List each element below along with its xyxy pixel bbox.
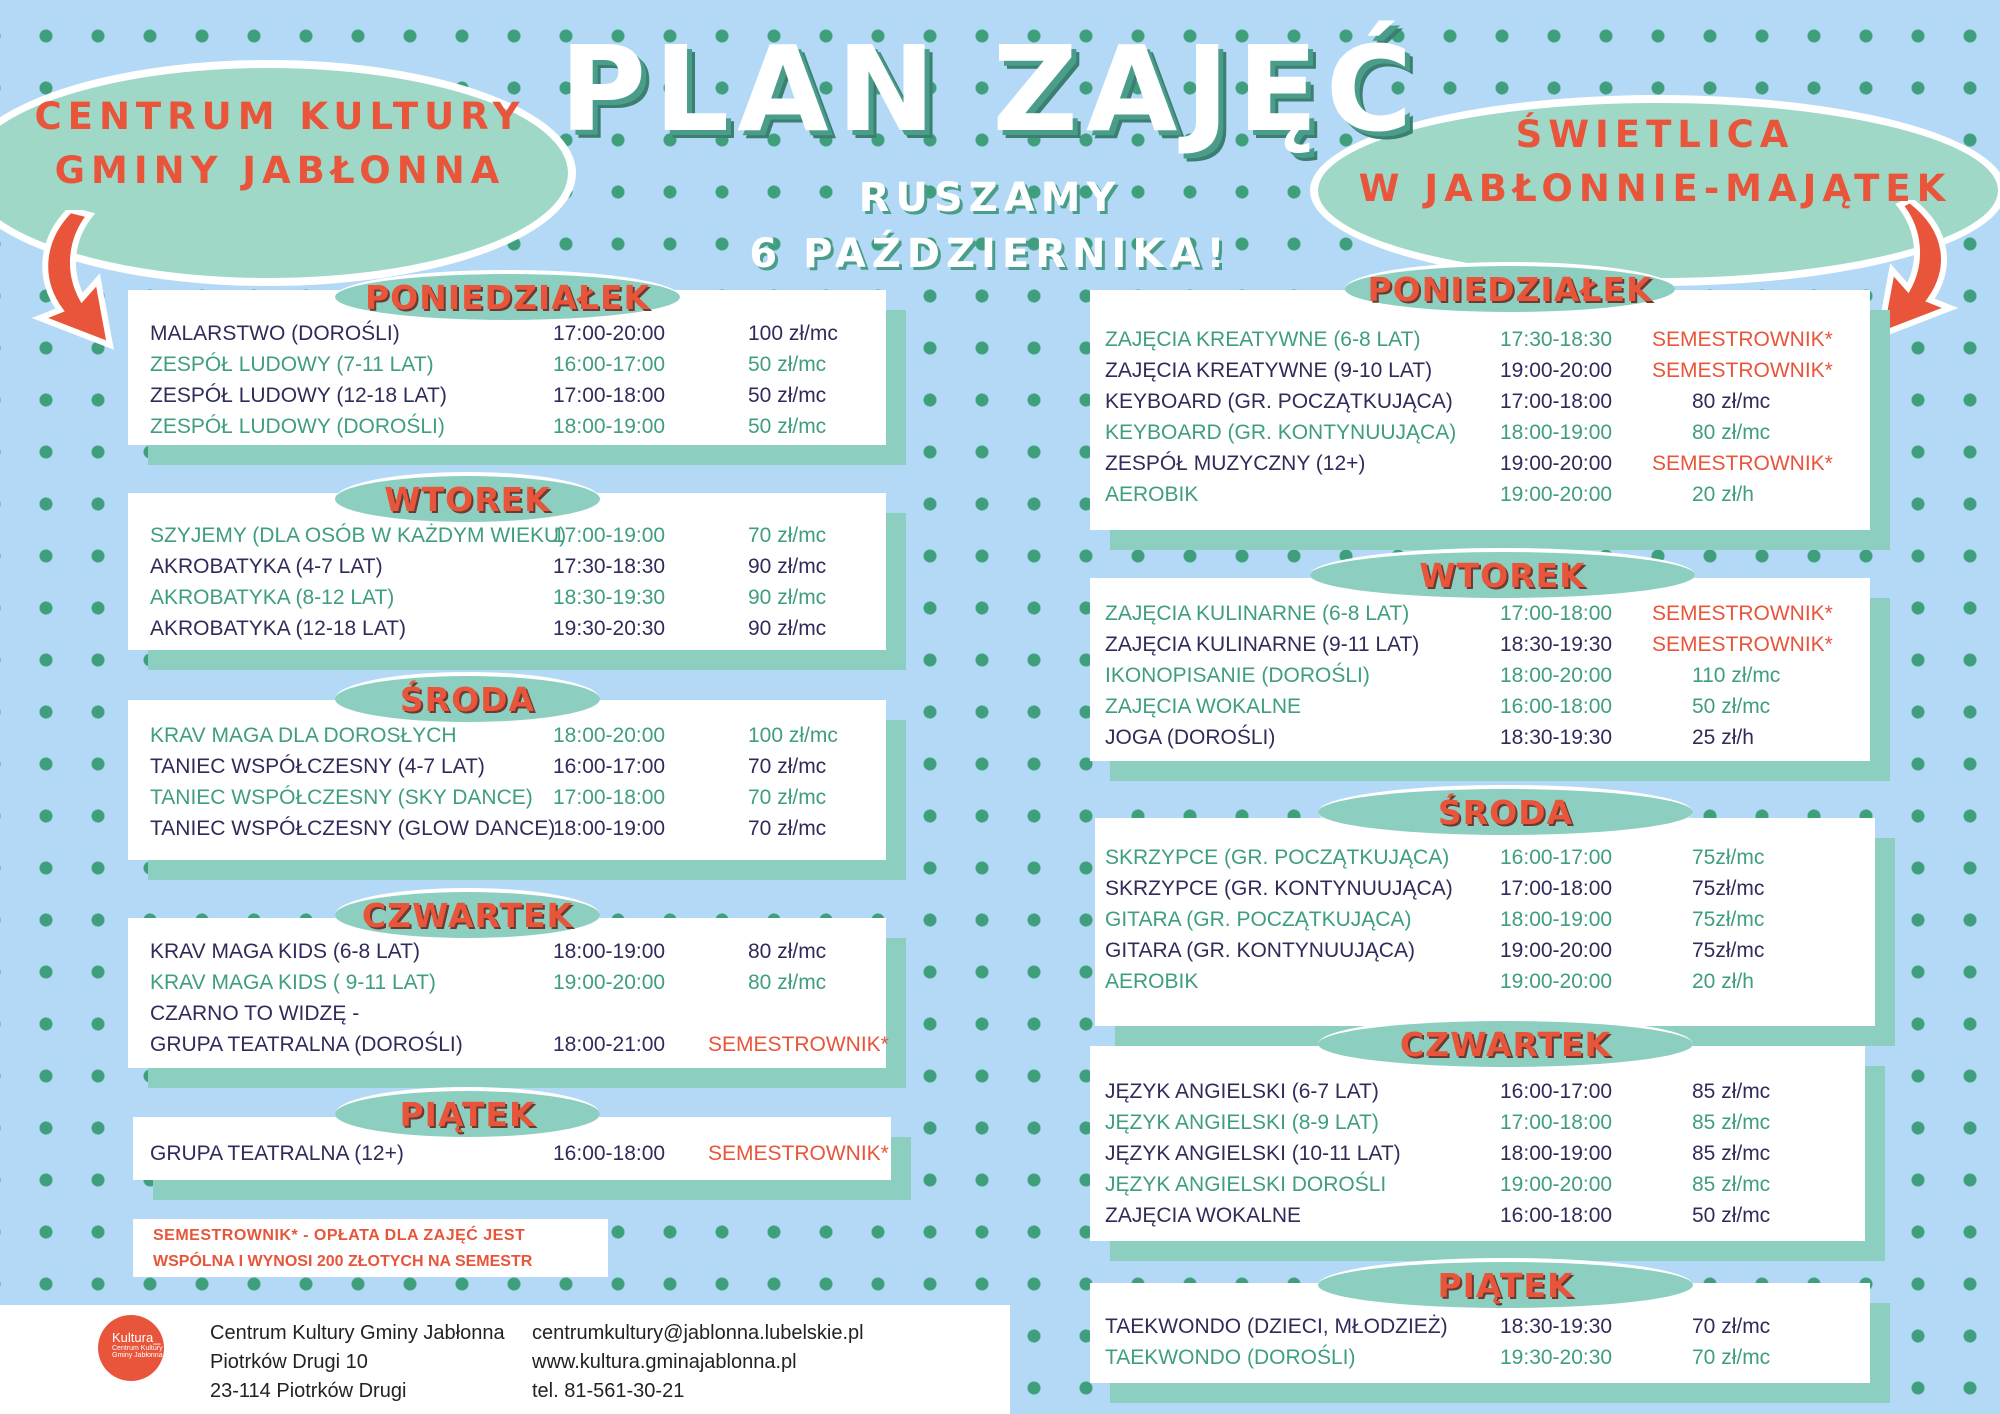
row-time: 17:00-18:00 bbox=[553, 786, 666, 809]
row-name: AKROBATYKA (8-12 LAT) bbox=[150, 586, 395, 609]
row-price: 90 zł/mc bbox=[748, 555, 827, 578]
logo-main: Kultura_ bbox=[112, 1330, 161, 1345]
row-price: 50 zł/mc bbox=[1692, 695, 1771, 718]
row-time: 18:30-19:30 bbox=[553, 586, 666, 609]
row-time: 18:00-19:00 bbox=[553, 415, 666, 438]
row-price: 85 zł/mc bbox=[1692, 1173, 1771, 1196]
row-name: SKRZYPCE (GR. POCZĄTKUJĄCA) bbox=[1105, 846, 1450, 869]
row-price: 90 zł/mc bbox=[748, 586, 827, 609]
row-name: TANIEC WSPÓŁCZESNY (4-7 LAT) bbox=[150, 755, 485, 778]
row-name: SKRZYPCE (GR. KONTYNUUJĄCA) bbox=[1105, 877, 1453, 900]
row-time: 18:00-19:00 bbox=[1500, 908, 1613, 931]
row-time: 18:00-19:00 bbox=[1500, 421, 1613, 444]
row-price: 70 zł/mc bbox=[1692, 1315, 1771, 1338]
row-price: 110 zł/mc bbox=[1692, 664, 1781, 687]
row-time: 19:00-20:00 bbox=[1500, 483, 1613, 506]
row-time: 16:00-17:00 bbox=[1500, 846, 1613, 869]
left-piatek-header: PIĄTEK bbox=[335, 1087, 600, 1141]
row-name: TANIEC WSPÓŁCZESNY (SKY DANCE) bbox=[150, 786, 533, 809]
row-price: SEMESTROWNIK* bbox=[1652, 452, 1833, 475]
row-time: 17:00-18:00 bbox=[1500, 602, 1613, 625]
subtitle bbox=[700, 170, 1280, 282]
row-name: GRUPA TEATRALNA (DOROŚLI) bbox=[150, 1033, 463, 1056]
left-org-line-1: CENTRUM KULTURY bbox=[34, 95, 526, 138]
row-price: 70 zł/mc bbox=[748, 786, 827, 809]
left-org-line-2: GMINY JABŁONNA bbox=[54, 148, 506, 192]
row-price: 70 zł/mc bbox=[748, 817, 827, 840]
row-price: 85 zł/mc bbox=[1692, 1111, 1771, 1134]
row-time: 17:00-20:00 bbox=[553, 322, 666, 345]
row-price: 85 zł/mc bbox=[1692, 1142, 1771, 1165]
row-name: IKONOPISANIE (DOROŚLI) bbox=[1105, 664, 1370, 687]
footer-tel: tel. 81-561-30-21 bbox=[532, 1380, 685, 1402]
row-name: MALARSTWO (DOROŚLI) bbox=[150, 322, 400, 345]
row-time: 19:00-20:00 bbox=[553, 971, 666, 994]
row-time: 18:00-21:00 bbox=[553, 1033, 666, 1056]
row-name: ZESPÓŁ LUDOWY (12-18 LAT) bbox=[150, 384, 447, 407]
page-title: PLAN ZAJĘĆ bbox=[559, 20, 1421, 158]
row-name: JĘZYK ANGIELSKI (8-9 LAT) bbox=[1105, 1111, 1379, 1134]
right-czwartek-header: CZWARTEK bbox=[1318, 1017, 1693, 1071]
row-name: AEROBIK bbox=[1105, 970, 1199, 993]
row-price: 100 zł/mc bbox=[748, 322, 838, 345]
row-price: 50 zł/mc bbox=[1692, 1204, 1771, 1227]
row-name: JĘZYK ANGIELSKI (6-7 LAT) bbox=[1105, 1080, 1379, 1103]
left-poniedzialek-header: PONIEDZIAŁEK bbox=[335, 270, 680, 324]
row-price: 50 zł/mc bbox=[748, 353, 827, 376]
row-time: 19:30-20:30 bbox=[1500, 1346, 1613, 1369]
row-price: 75zł/mc bbox=[1692, 939, 1765, 962]
right-wtorek-header: WTOREK bbox=[1310, 548, 1695, 602]
row-price: 75zł/mc bbox=[1692, 846, 1765, 869]
row-price: 70 zł/mc bbox=[748, 524, 827, 547]
subtitle-line-2: 6 PAŹDZIERNIKA! bbox=[749, 231, 1231, 277]
row-time: 18:30-19:30 bbox=[1500, 1315, 1613, 1338]
row-price: 85 zł/mc bbox=[1692, 1080, 1771, 1103]
row-name: ZAJĘCIA WOKALNE bbox=[1105, 1204, 1302, 1227]
row-name: AKROBATYKA (4-7 LAT) bbox=[150, 555, 383, 578]
row-name: JĘZYK ANGIELSKI DOROŚLI bbox=[1105, 1173, 1387, 1196]
left-wtorek-header: WTOREK bbox=[335, 472, 600, 526]
note-line-2: WSPÓLNA I WYNOSI 200 ZŁOTYCH NA SEMESTR bbox=[153, 1253, 533, 1270]
row-time: 17:00-18:00 bbox=[1500, 1111, 1613, 1134]
row-name: ZAJĘCIA KULINARNE (9-11 LAT) bbox=[1105, 633, 1420, 656]
row-price: SEMESTROWNIK* bbox=[708, 1033, 889, 1056]
row-time: 17:30-18:30 bbox=[1500, 328, 1613, 351]
right-sroda-header: ŚRODA bbox=[1318, 785, 1693, 839]
row-name: KRAV MAGA KIDS (6-8 LAT) bbox=[150, 940, 420, 963]
row-name: ZESPÓŁ LUDOWY (7-11 LAT) bbox=[150, 353, 434, 376]
row-time: 16:00-17:00 bbox=[553, 755, 666, 778]
row-price: SEMESTROWNIK* bbox=[1652, 328, 1833, 351]
row-name: KRAV MAGA KIDS ( 9-11 LAT) bbox=[150, 971, 436, 994]
row-time: 18:30-19:30 bbox=[1500, 726, 1613, 749]
row-price: SEMESTROWNIK* bbox=[1652, 359, 1833, 382]
left-org-name bbox=[20, 90, 540, 197]
row-name: JĘZYK ANGIELSKI (10-11 LAT) bbox=[1105, 1142, 1401, 1165]
footer-city: 23-114 Piotrków Drugi bbox=[210, 1380, 407, 1402]
note-line-1: SEMESTROWNIK* - OPŁATA DLA ZAJĘĆ JEST bbox=[153, 1227, 526, 1244]
row-price: 80 zł/mc bbox=[1692, 390, 1771, 413]
row-price: 70 zł/mc bbox=[748, 755, 827, 778]
row-time: 19:00-20:00 bbox=[1500, 939, 1613, 962]
row-name: ZESPÓŁ MUZYCZNY (12+) bbox=[1105, 452, 1366, 475]
row-time: 16:00-17:00 bbox=[553, 353, 666, 376]
row-time: 17:00-18:00 bbox=[1500, 877, 1613, 900]
left-sroda-header: ŚRODA bbox=[335, 672, 600, 726]
row-time: 18:00-20:00 bbox=[1500, 664, 1613, 687]
left-czwartek-header: CZWARTEK bbox=[335, 888, 600, 942]
row-time: 19:00-20:00 bbox=[1500, 970, 1613, 993]
row-price: 80 zł/mc bbox=[748, 940, 827, 963]
row-price: SEMESTROWNIK* bbox=[708, 1142, 889, 1165]
right-poniedzialek-header: PONIEDZIAŁEK bbox=[1345, 262, 1675, 316]
row-time: 17:30-18:30 bbox=[553, 555, 666, 578]
footer-web[interactable]: www.kultura.gminajablonna.pl bbox=[532, 1351, 797, 1373]
row-name: AKROBATYKA (12-18 LAT) bbox=[150, 617, 406, 640]
row-time: 16:00-18:00 bbox=[553, 1142, 666, 1165]
row-time: 16:00-18:00 bbox=[1500, 695, 1613, 718]
right-piatek-header: PIĄTEK bbox=[1318, 1258, 1693, 1312]
row-name: ZESPÓŁ LUDOWY (DOROŚLI) bbox=[150, 415, 445, 438]
row-name: ZAJĘCIA KREATYWNE (9-10 LAT) bbox=[1105, 359, 1433, 382]
row-price: 80 zł/mc bbox=[1692, 421, 1771, 444]
row-time: 18:30-19:30 bbox=[1500, 633, 1613, 656]
right-org-line-1: ŚWIETLICA bbox=[1515, 113, 1795, 156]
row-time: 19:30-20:30 bbox=[553, 617, 666, 640]
row-time: 19:00-20:00 bbox=[1500, 359, 1613, 382]
row-price: 70 zł/mc bbox=[1692, 1346, 1771, 1369]
row-price: 100 zł/mc bbox=[748, 724, 838, 747]
row-time: 19:00-20:00 bbox=[1500, 452, 1613, 475]
row-time: 18:00-19:00 bbox=[1500, 1142, 1613, 1165]
row-name: ZAJĘCIA KULINARNE (6-8 LAT) bbox=[1105, 602, 1410, 625]
row-time: 17:00-18:00 bbox=[553, 384, 666, 407]
row-name: JOGA (DOROŚLI) bbox=[1105, 726, 1276, 749]
row-time: 18:00-19:00 bbox=[553, 817, 666, 840]
footer-contact bbox=[532, 1319, 864, 1406]
row-name: GRUPA TEATRALNA (12+) bbox=[150, 1142, 404, 1165]
kultura-logo bbox=[98, 1315, 164, 1381]
semestrownik-note bbox=[133, 1219, 608, 1277]
row-name: TANIEC WSPÓŁCZESNY (GLOW DANCE) bbox=[150, 817, 556, 840]
row-price: 50 zł/mc bbox=[748, 415, 827, 438]
footer-name: Centrum Kultury Gminy Jabłonna bbox=[210, 1322, 505, 1344]
row-name: ZAJĘCIA WOKALNE bbox=[1105, 695, 1302, 718]
row-time: 19:00-20:00 bbox=[1500, 1173, 1613, 1196]
logo-sub-2: Gminy Jabłonna bbox=[112, 1351, 163, 1359]
row-price: 20 zł/h bbox=[1692, 970, 1754, 993]
footer-address bbox=[210, 1319, 505, 1406]
footer-email[interactable]: centrumkultury@jablonna.lubelskie.pl bbox=[532, 1322, 864, 1344]
row-name: KEYBOARD (GR. POCZĄTKUJĄCA) bbox=[1105, 390, 1453, 413]
row-name: KEYBOARD (GR. KONTYNUUJĄCA) bbox=[1105, 421, 1457, 444]
left-arrow-icon bbox=[10, 210, 120, 350]
right-org-name bbox=[1335, 108, 1975, 215]
row-price: 90 zł/mc bbox=[748, 617, 827, 640]
row-time: 16:00-17:00 bbox=[1500, 1080, 1613, 1103]
row-time: 17:00-19:00 bbox=[553, 524, 666, 547]
row-price: 80 zł/mc bbox=[748, 971, 827, 994]
row-time: 17:00-18:00 bbox=[1500, 390, 1613, 413]
row-name: CZARNO TO WIDZĘ - bbox=[150, 1002, 360, 1025]
row-price: SEMESTROWNIK* bbox=[1652, 602, 1833, 625]
row-price: SEMESTROWNIK* bbox=[1652, 633, 1833, 656]
row-name: GITARA (GR. KONTYNUUJĄCA) bbox=[1105, 939, 1415, 962]
logo-sub-1: Centrum Kultury bbox=[112, 1344, 163, 1352]
row-price: 20 zł/h bbox=[1692, 483, 1754, 506]
row-time: 18:00-19:00 bbox=[553, 940, 666, 963]
row-name: SZYJEMY (DLA OSÓB W KAŻDYM WIEKU) bbox=[150, 524, 567, 547]
right-org-line-2: W JABŁONNIE-MAJĄTEK bbox=[1358, 166, 1952, 210]
row-price: 25 zł/h bbox=[1692, 726, 1754, 749]
row-price: 75zł/mc bbox=[1692, 877, 1765, 900]
subtitle-line-1: RUSZAMY bbox=[858, 175, 1122, 221]
row-name: AEROBIK bbox=[1105, 483, 1199, 506]
row-name: ZAJĘCIA KREATYWNE (6-8 LAT) bbox=[1105, 328, 1421, 351]
row-name: TAEKWONDO (DZIECI, MŁODZIEŻ) bbox=[1105, 1315, 1448, 1338]
row-time: 18:00-20:00 bbox=[553, 724, 666, 747]
row-time: 16:00-18:00 bbox=[1500, 1204, 1613, 1227]
row-name: KRAV MAGA DLA DOROSŁYCH bbox=[150, 724, 457, 747]
row-name: GITARA (GR. POCZĄTKUJĄCA) bbox=[1105, 908, 1412, 931]
row-price: 50 zł/mc bbox=[748, 384, 827, 407]
footer-street: Piotrków Drugi 10 bbox=[210, 1351, 368, 1373]
row-price: 75zł/mc bbox=[1692, 908, 1765, 931]
row-name: TAEKWONDO (DOROŚLI) bbox=[1105, 1346, 1356, 1369]
